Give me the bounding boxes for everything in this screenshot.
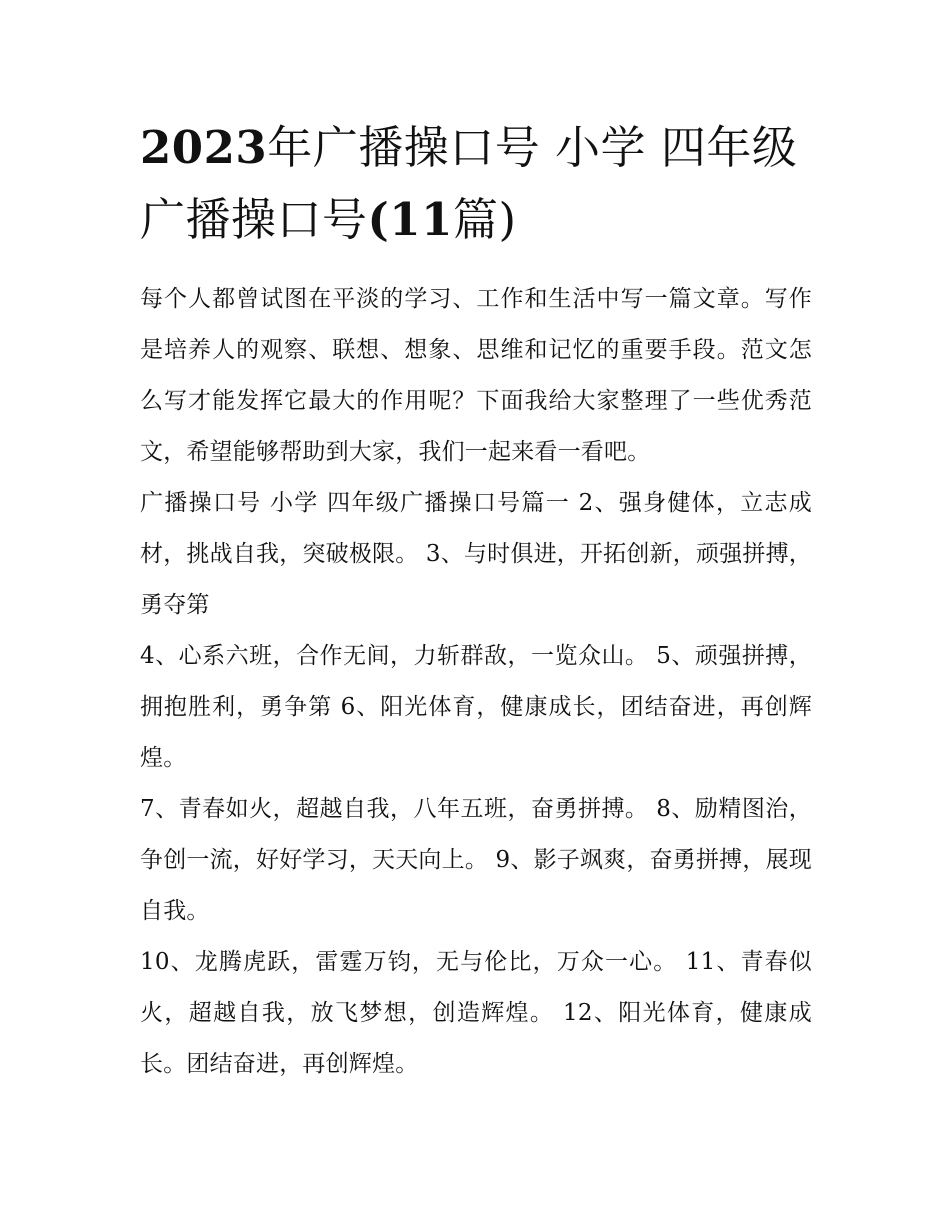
title-count: (11 bbox=[367, 193, 453, 246]
title-year: 2023 bbox=[140, 121, 268, 174]
title-main: 年广播操口号 小学 四年级广播操口号 bbox=[140, 121, 798, 246]
document-title bbox=[140, 112, 812, 256]
slogan-paragraph: 4、心系六班，合作无间，力斩群敌，一览众山。 5、顽强拼搏，拥抱胜利，勇争第 6、阳光体育，健康成长，团结奋进，再创辉煌。 bbox=[140, 643, 812, 771]
intro-paragraph: 每个人都曾试图在平淡的学习、工作和生活中写一篇文章。写作是培养人的观察、联想、想象、思维和记忆的重要手段。范文怎么写才能发挥它最大的作用呢？下面我给大家整理了一些优秀范文，希望能够帮助到大家，我们一起来看一看吧。 bbox=[140, 286, 812, 465]
slogan-paragraph: 广播操口号 小学 四年级广播操口号篇一 2、强身健体，立志成材，挑战自我，突破极限。 3、与时俱进，开拓创新，顽强拼搏，勇夺第 bbox=[140, 490, 812, 618]
document-page bbox=[140, 112, 812, 1090]
title-suffix: 篇) bbox=[452, 193, 517, 246]
slogan-paragraph: 10、龙腾虎跃，雷霆万钧，无与伦比，万众一心。 11、青春似火，超越自我，放飞梦想，创造辉煌。 12、阳光体育，健康成长。团结奋进，再创辉煌。 bbox=[140, 949, 812, 1077]
slogan-paragraph: 7、青春如火，超越自我，八年五班，奋勇拼搏。 8、励精图治，争创一流，好好学习，天天向上。 9、影子飒爽，奋勇拼搏，展现自我。 bbox=[140, 796, 812, 924]
